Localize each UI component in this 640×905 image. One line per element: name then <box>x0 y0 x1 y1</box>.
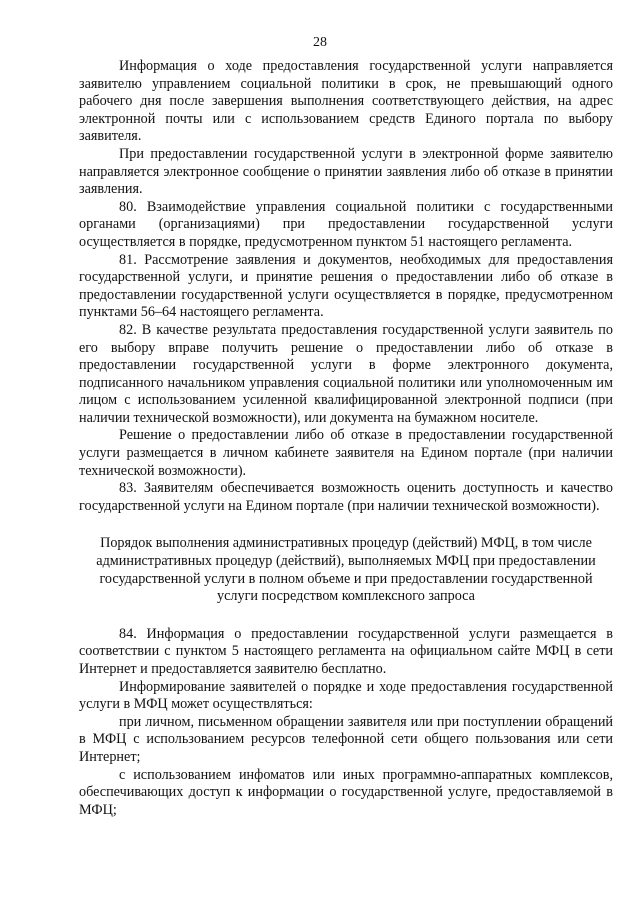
section-heading-line: административных процедур (действий), выполняемых МФЦ при предоставлении <box>96 553 596 570</box>
paragraph-item-80: 80. Взаимодействие управления социальной политики с государственными органами (организациями) при предоставлении государственной услуги осуществляется в порядке, предусмотренном пунктом 51 настоящего регламента. <box>79 198 613 250</box>
paragraph-decision-placement: Решение о предоставлении либо об отказе в предоставлении государственной услуги размещается в личном кабинете заявителя на Едином портале (при наличии технической возможности). <box>79 427 613 479</box>
paragraph-informing-personal: при личном, письменном обращении заявителя или при поступлении обращений в МФЦ с использованием ресурсов телефонной сети общего пользования или сети Интернет; <box>79 713 613 765</box>
paragraph-electronic-notice: При предоставлении государственной услуги в электронной форме заявителю направляется электронное сообщение о принятии заявления либо об отказе в принятии заявления. <box>79 145 613 198</box>
paragraph-progress-info: Информация о ходе предоставления государственной услуги направляется заявителю управлением социальной политики в срок, не превышающий одного рабочего дня после завершения выполнения соответствующего действия, на адрес электронной почты или с использованием средств Единого портала по выбору заявителя. <box>79 58 613 145</box>
section-heading-line: услуги посредством комплексного запроса <box>217 588 475 605</box>
section-heading-line: Порядок выполнения административных процедур (действий) МФЦ, в том числе <box>100 535 592 552</box>
paragraph-item-84: 84. Информация о предоставлении государственной услуги размещается в соответствии с пунктом 5 настоящего регламента на официальном сайте МФЦ в сети Интернет и предоставляется заявителю бесплатно. <box>79 625 613 677</box>
paragraph-item-82: 82. В качестве результата предоставления государственной услуги заявитель по его выбору вправе получить решение о предоставлении либо об отказе в предоставлении государственной услуги в форме электронного документа, подписанного начальником управления социальной политики или уполномоченным им лицом с использованием усиленной квалифицированной электронной подписи (при наличии технической возможности), или документа на бумажном носителе. <box>79 321 613 426</box>
paragraph-item-83: 83. Заявителям обеспечивается возможность оценить доступность и качество государственной услуги на Едином портале (при наличии технической возможности). <box>79 480 613 514</box>
document-body <box>79 58 613 819</box>
paragraph-item-81: 81. Рассмотрение заявления и документов, необходимых для предоставления государственной услуги, и принятие решения о предоставлении либо об отказе в предоставлении государственной услуги осуществляется в порядке, предусмотренном пунктами 56–64 настоящего регламента. <box>79 251 613 321</box>
section-heading <box>79 515 613 625</box>
page-number: 28 <box>313 35 327 50</box>
paragraph-informing-intro: Информирование заявителей о порядке и ходе предоставления государственной услуги в МФЦ может осуществляться: <box>79 678 613 713</box>
section-heading-line: государственной услуги в полном объеме и при предоставлении государственной <box>99 570 593 587</box>
paragraph-informing-infomats: с использованием инфоматов или иных программно-аппаратных комплексов, обеспечивающих доступ к информации о государственной услуге, предоставляемой в МФЦ; <box>79 766 613 818</box>
